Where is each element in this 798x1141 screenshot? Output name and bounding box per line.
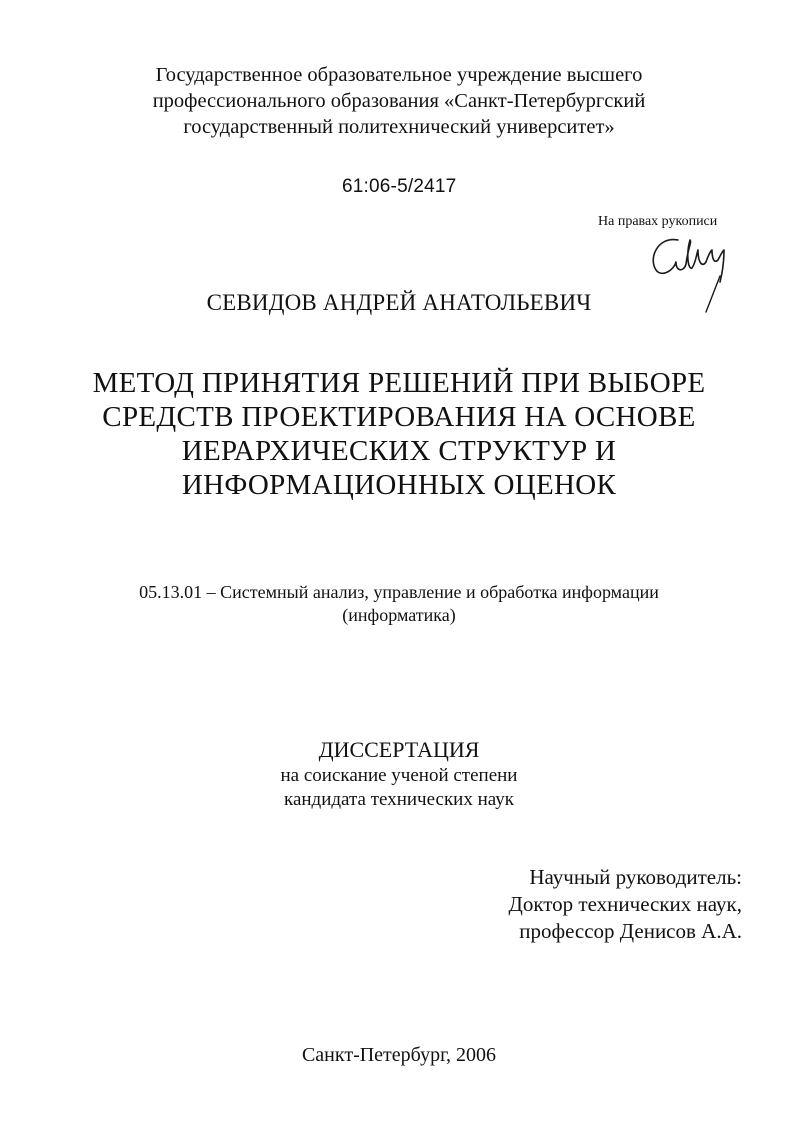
degree-line: кандидата технических наук: [284, 789, 514, 810]
supervisor-line: Доктор технических наук,: [508, 892, 742, 916]
institution-line: профессионального образования «Санкт-Петербургский: [152, 90, 646, 112]
manuscript-rights-note: На правах рукописи: [598, 214, 718, 229]
title-line: МЕТОД ПРИНЯТИЯ РЕШЕНИЙ ПРИ ВЫБОРЕ: [92, 367, 706, 399]
degree-description: [0, 764, 798, 812]
title-line: ИЕРАРХИЧЕСКИХ СТРУКТУР И: [181, 435, 617, 467]
specialty-line: 05.13.01 – Системный анализ, управление и обработка информации: [139, 582, 659, 602]
specialty-line: (информатика): [342, 605, 456, 625]
institution-line: государственный политехнический университет»: [183, 116, 615, 138]
author-name: СЕВИДОВ АНДРЕЙ АНАТОЛЬЕВИЧ: [206, 290, 592, 315]
dissertation-title: [0, 366, 798, 502]
institution-header: [0, 62, 798, 140]
catalog-code: 61:06-5/2417: [342, 176, 457, 197]
city-year: Санкт-Петербург, 2006: [301, 1044, 497, 1066]
dissertation-heading: ДИССЕРТАЦИЯ: [318, 737, 480, 762]
supervisor-line: Научный руководитель:: [529, 865, 742, 889]
institution-line: Государственное образовательное учреждение высшего: [155, 64, 643, 86]
supervisor-line: профессор Денисов А.А.: [519, 919, 742, 943]
supervisor-block: [509, 864, 742, 945]
title-line: ИНФОРМАЦИОННЫХ ОЦЕНОК: [181, 469, 617, 501]
degree-line: на соискание ученой степени: [280, 765, 518, 786]
specialty-code: [0, 581, 798, 627]
title-line: СРЕДСТВ ПРОЕКТИРОВАНИЯ НА ОСНОВЕ: [102, 401, 696, 433]
